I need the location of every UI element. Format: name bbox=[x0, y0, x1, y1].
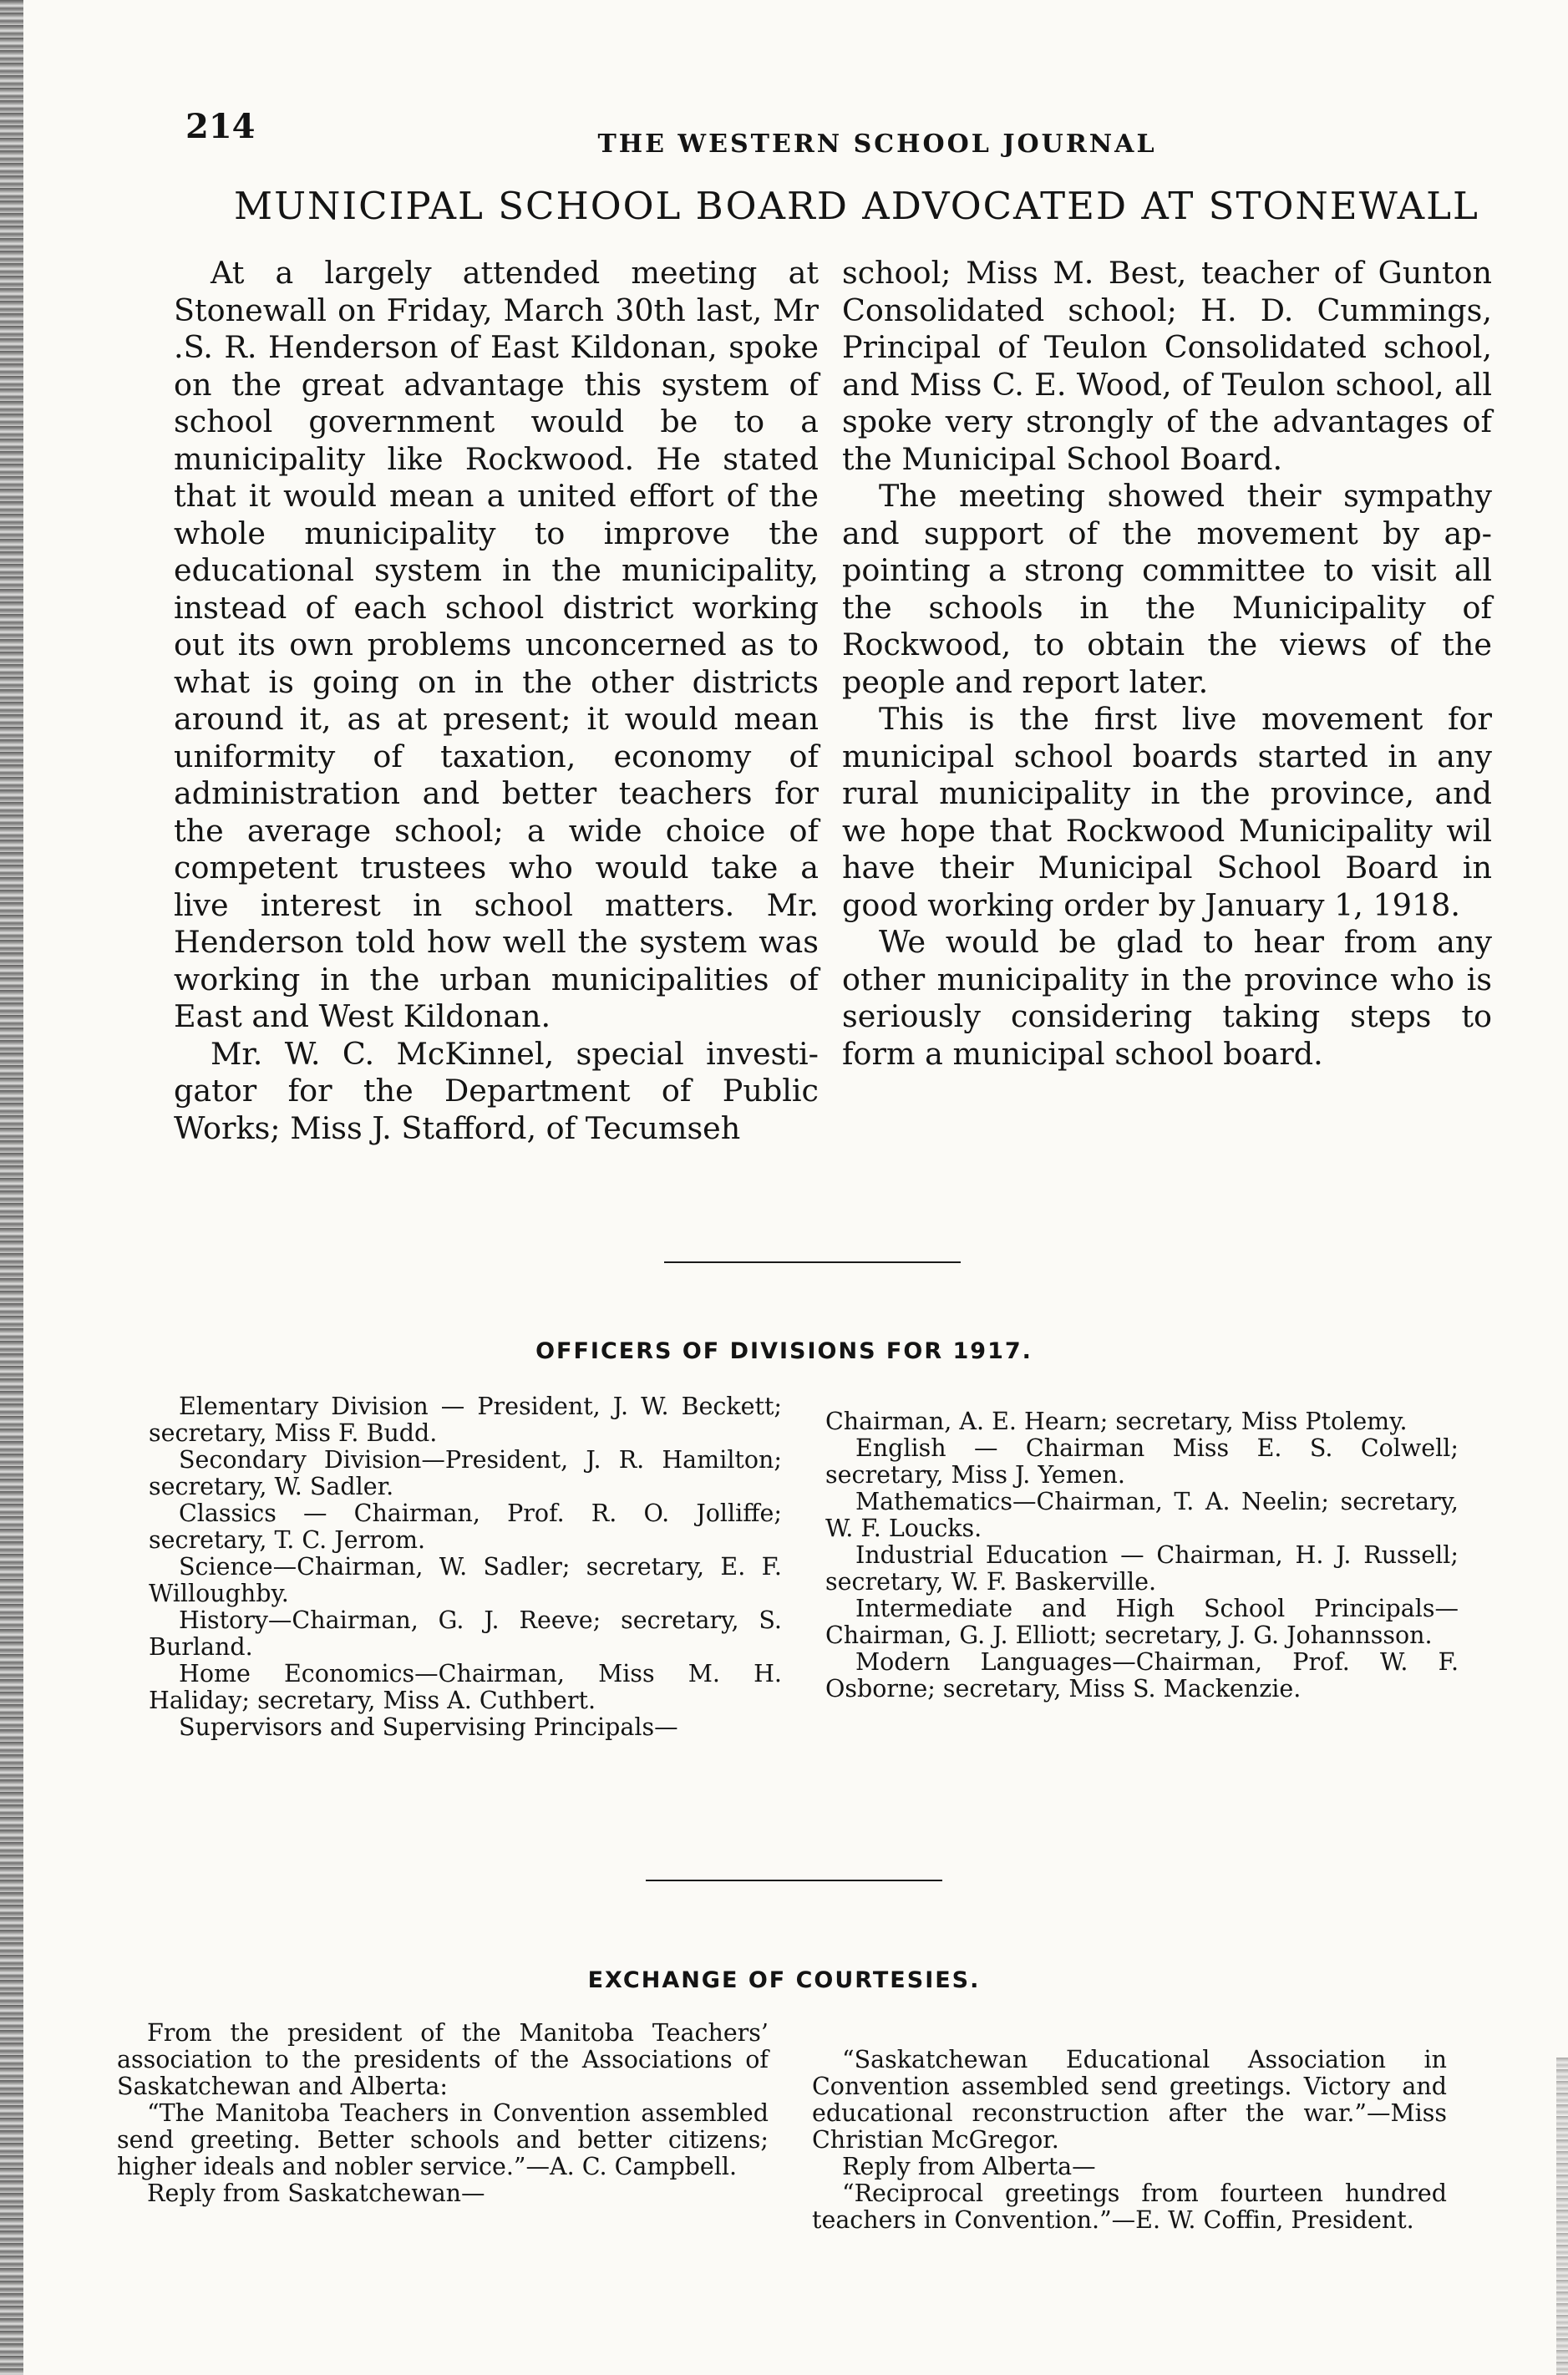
officer-entry: Chairman, A. E. Hearn; secretary, Miss Ptolemy. bbox=[825, 1408, 1408, 1435]
officer-entry: English — Chairman Miss E. S. Colwell; secretary, Miss J. Yemen. bbox=[825, 1434, 1459, 1489]
article-paragraph: This is the first live movement for municipal school boards started in any rural municipality in the province, and we hope that Rockwood Municipality wil have their Municipal School Board in good working order by January 1, 1918. bbox=[842, 701, 1492, 923]
officers-column-right bbox=[825, 1408, 1459, 1703]
scan-edge-left bbox=[0, 0, 23, 2375]
exchange-column-left bbox=[117, 2020, 769, 2207]
officer-entry: History—Chairman, G. J. Reeve; secretary, S. Burland. bbox=[149, 1606, 782, 1661]
exchange-paragraph: Reply from Saskatchewan— bbox=[147, 2180, 485, 2207]
article-paragraph: We would be glad to hear from any other municipality in the province who is seriously considering taking steps to form a municipal school board. bbox=[842, 924, 1492, 1072]
article-paragraph: Mr. W. C. McKinnel, special investigator for the Department of Public Works; Miss J. Stafford, of Tecumseh bbox=[174, 1035, 819, 1146]
running-head: THE WESTERN SCHOOL JOURNAL bbox=[597, 129, 1157, 159]
exchange-paragraph: “The Manitoba Teachers in Convention assembled send greeting. Better schools and better citizens; higher ideals and nobler service.”—A. C. Campbell. bbox=[117, 2099, 769, 2180]
article-column-left bbox=[174, 255, 819, 1147]
officer-entry: Classics — Chairman, Prof. R. O. Jolliffe; secretary, T. C. Jerrom. bbox=[149, 1500, 782, 1554]
officer-entry: Mathematics—Chairman, T. A. Neelin; secretary, W. F. Loucks. bbox=[825, 1488, 1459, 1542]
page-number: 214 bbox=[185, 107, 256, 146]
exchange-paragraph: “Saskatchewan Educational Association in Convention assembled send greetings. Victory and educational reconstruction after the war.”—Miss Christian McGregor. bbox=[812, 2046, 1447, 2154]
section-divider bbox=[646, 1880, 942, 1881]
exchange-paragraph: From the president of the Manitoba Teachers’ association to the presidents of the Associations of Saskatchewan and Alberta: bbox=[117, 2019, 769, 2100]
officer-entry: Supervisors and Supervising Principals— bbox=[179, 1713, 678, 1741]
officer-entry: Industrial Education — Chairman, H. J. Russell; secretary, W. F. Baskerville. bbox=[825, 1541, 1459, 1596]
officer-entry: Elementary Division — President, J. W. Beckett; secretary, Miss F. Budd. bbox=[149, 1393, 782, 1447]
officer-entry: Modern Languages—Chairman, Prof. W. F. Osborne; secretary, Miss S. Mackenzie. bbox=[825, 1648, 1459, 1703]
exchange-column-right bbox=[812, 2047, 1447, 2234]
officers-column-left bbox=[149, 1393, 782, 1741]
officer-entry: Home Economics—Chairman, Miss M. H. Haliday; secretary, Miss A. Cuthbert. bbox=[149, 1660, 782, 1714]
officer-entry: Intermediate and High School Principals—Chairman, G. J. Elliott; secretary, J. G. Johannsson. bbox=[825, 1595, 1459, 1649]
article-column-right bbox=[842, 255, 1492, 1073]
exchange-paragraph: Reply from Alberta— bbox=[842, 2153, 1096, 2180]
officer-entry: Science—Chairman, W. Sadler; secretary, E. F. Willoughby. bbox=[149, 1553, 782, 1607]
section-divider bbox=[664, 1261, 961, 1263]
officer-entry: Secondary Division—President, J. R. Hamilton; secretary, W. Sadler. bbox=[149, 1446, 782, 1500]
article-paragraph: school; Miss M. Best, teacher of Gunton Consolidated school; H. D. Cummings, Principal of Teulon Consolidated school, and Miss C. E. Wood, of Teulon school, all spoke very strongly of the advantages of the Municipal School Board. bbox=[842, 255, 1492, 477]
article-paragraph: At a largely attended meeting at Stonewall on Friday, March 30th last, Mr .S. R. Henderson of East Kildonan, spoke on the great advantage this system of school government would be to a municipality like Rockwood. He stated that it would mean a united effort of the whole municipality to improve the educational system in the municipality, instead of each school district working out its own problems unconcerned as to what is going on in the other districts around it, as at present; it would mean uniformity of taxation, economy of administration and better teachers for the average school; a wide choice of competent trustees who would take a live interest in school matters. Mr. Henderson told how well the system was working in the urban municipalities of East and West Kildonan. bbox=[174, 255, 819, 1034]
article-paragraph: The meeting showed their sympathy and support of the movement by appointing a strong committee to visit all the schools in the Municipality of Rockwood, to obtain the views of the people and report later. bbox=[842, 478, 1492, 700]
scan-edge-right bbox=[1556, 2058, 1568, 2375]
exchange-heading: EXCHANGE OF COURTESIES. bbox=[587, 1967, 981, 1993]
article-title: MUNICIPAL SCHOOL BOARD ADVOCATED AT STONEWALL bbox=[234, 184, 1479, 228]
officers-heading: OFFICERS OF DIVISIONS FOR 1917. bbox=[535, 1338, 1033, 1364]
exchange-paragraph: “Reciprocal greetings from fourteen hundred teachers in Convention.”—E. W. Coffin, President. bbox=[812, 2180, 1447, 2234]
